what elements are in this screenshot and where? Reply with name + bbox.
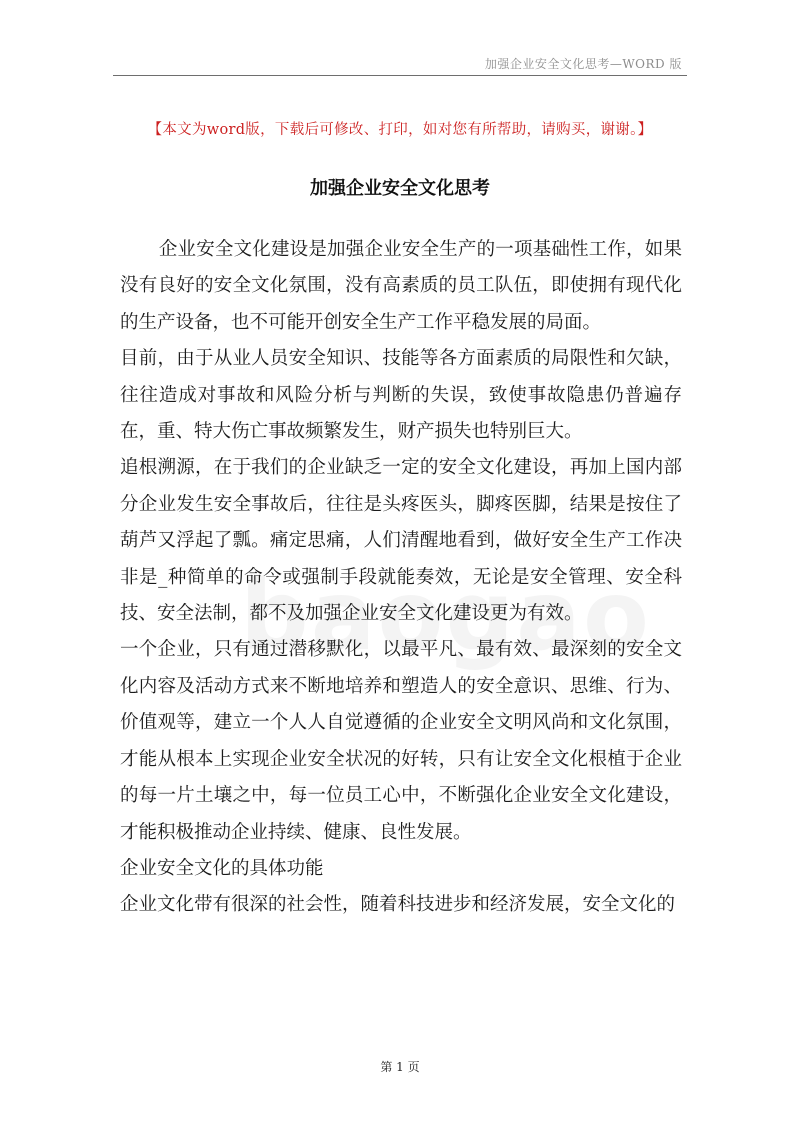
header-divider [113, 75, 687, 76]
paragraph: 目前，由于从业人员安全知识、技能等各方面素质的局限性和欠缺，往往造成对事故和风险分析与判断的失误，致使事故隐患仍普遍存在，重、特大伤亡事故频繁发生，财产损失也特别巨大。 [120, 348, 682, 443]
purchase-notice: 【本文为word版，下载后可修改、打印，如对您有所帮助，请购买，谢谢。】 [147, 122, 653, 138]
document-title: 加强企业安全文化思考 [310, 178, 490, 199]
paragraph: 企业文化带有很深的社会性，随着科技进步和经济发展，安全文化的 [120, 894, 676, 916]
page-number: 第 1 页 [380, 1060, 420, 1074]
section-heading: 企业安全文化的具体功能 [120, 857, 324, 879]
running-header: 加强企业安全文化思考—WORD 版 [484, 57, 682, 71]
document-body [120, 232, 682, 924]
paragraph: 追根溯源，在于我们的企业缺乏一定的安全文化建设，再加上国内部分企业发生安全事故后，往往是头疼医头，脚疼医脚，结果是按住了葫芦又浮起了瓢。痛定思痛，人们清醒地看到，做好安全生产工作决非是_种简单的命令或强制手段就能奏效，无论是安全管理、安全科技、安全法制，都不及加强企业安全文化建设更为有效。 [120, 457, 682, 625]
paragraph: 一个企业，只有通过潜移默化，以最平凡、最有效、最深刻的安全文化内容及活动方式来不断地培养和塑造人的安全意识、思维、行为、价值观等，建立一个人人自觉遵循的企业安全文明风尚和文化氛围，才能从根本上实现企业安全状况的好转，只有让安全文化根植于企业的每一片土壤之中，每一位员工心中，不断强化企业安全文化建设，才能积极推动企业持续、健康、良性发展。 [120, 639, 682, 843]
paragraph: 企业安全文化建设是加强企业安全生产的一项基础性工作，如果没有良好的安全文化氛围，没有高素质的员工队伍，即使拥有现代化的生产设备，也不可能开创安全生产工作平稳发展的局面。 [120, 239, 682, 333]
